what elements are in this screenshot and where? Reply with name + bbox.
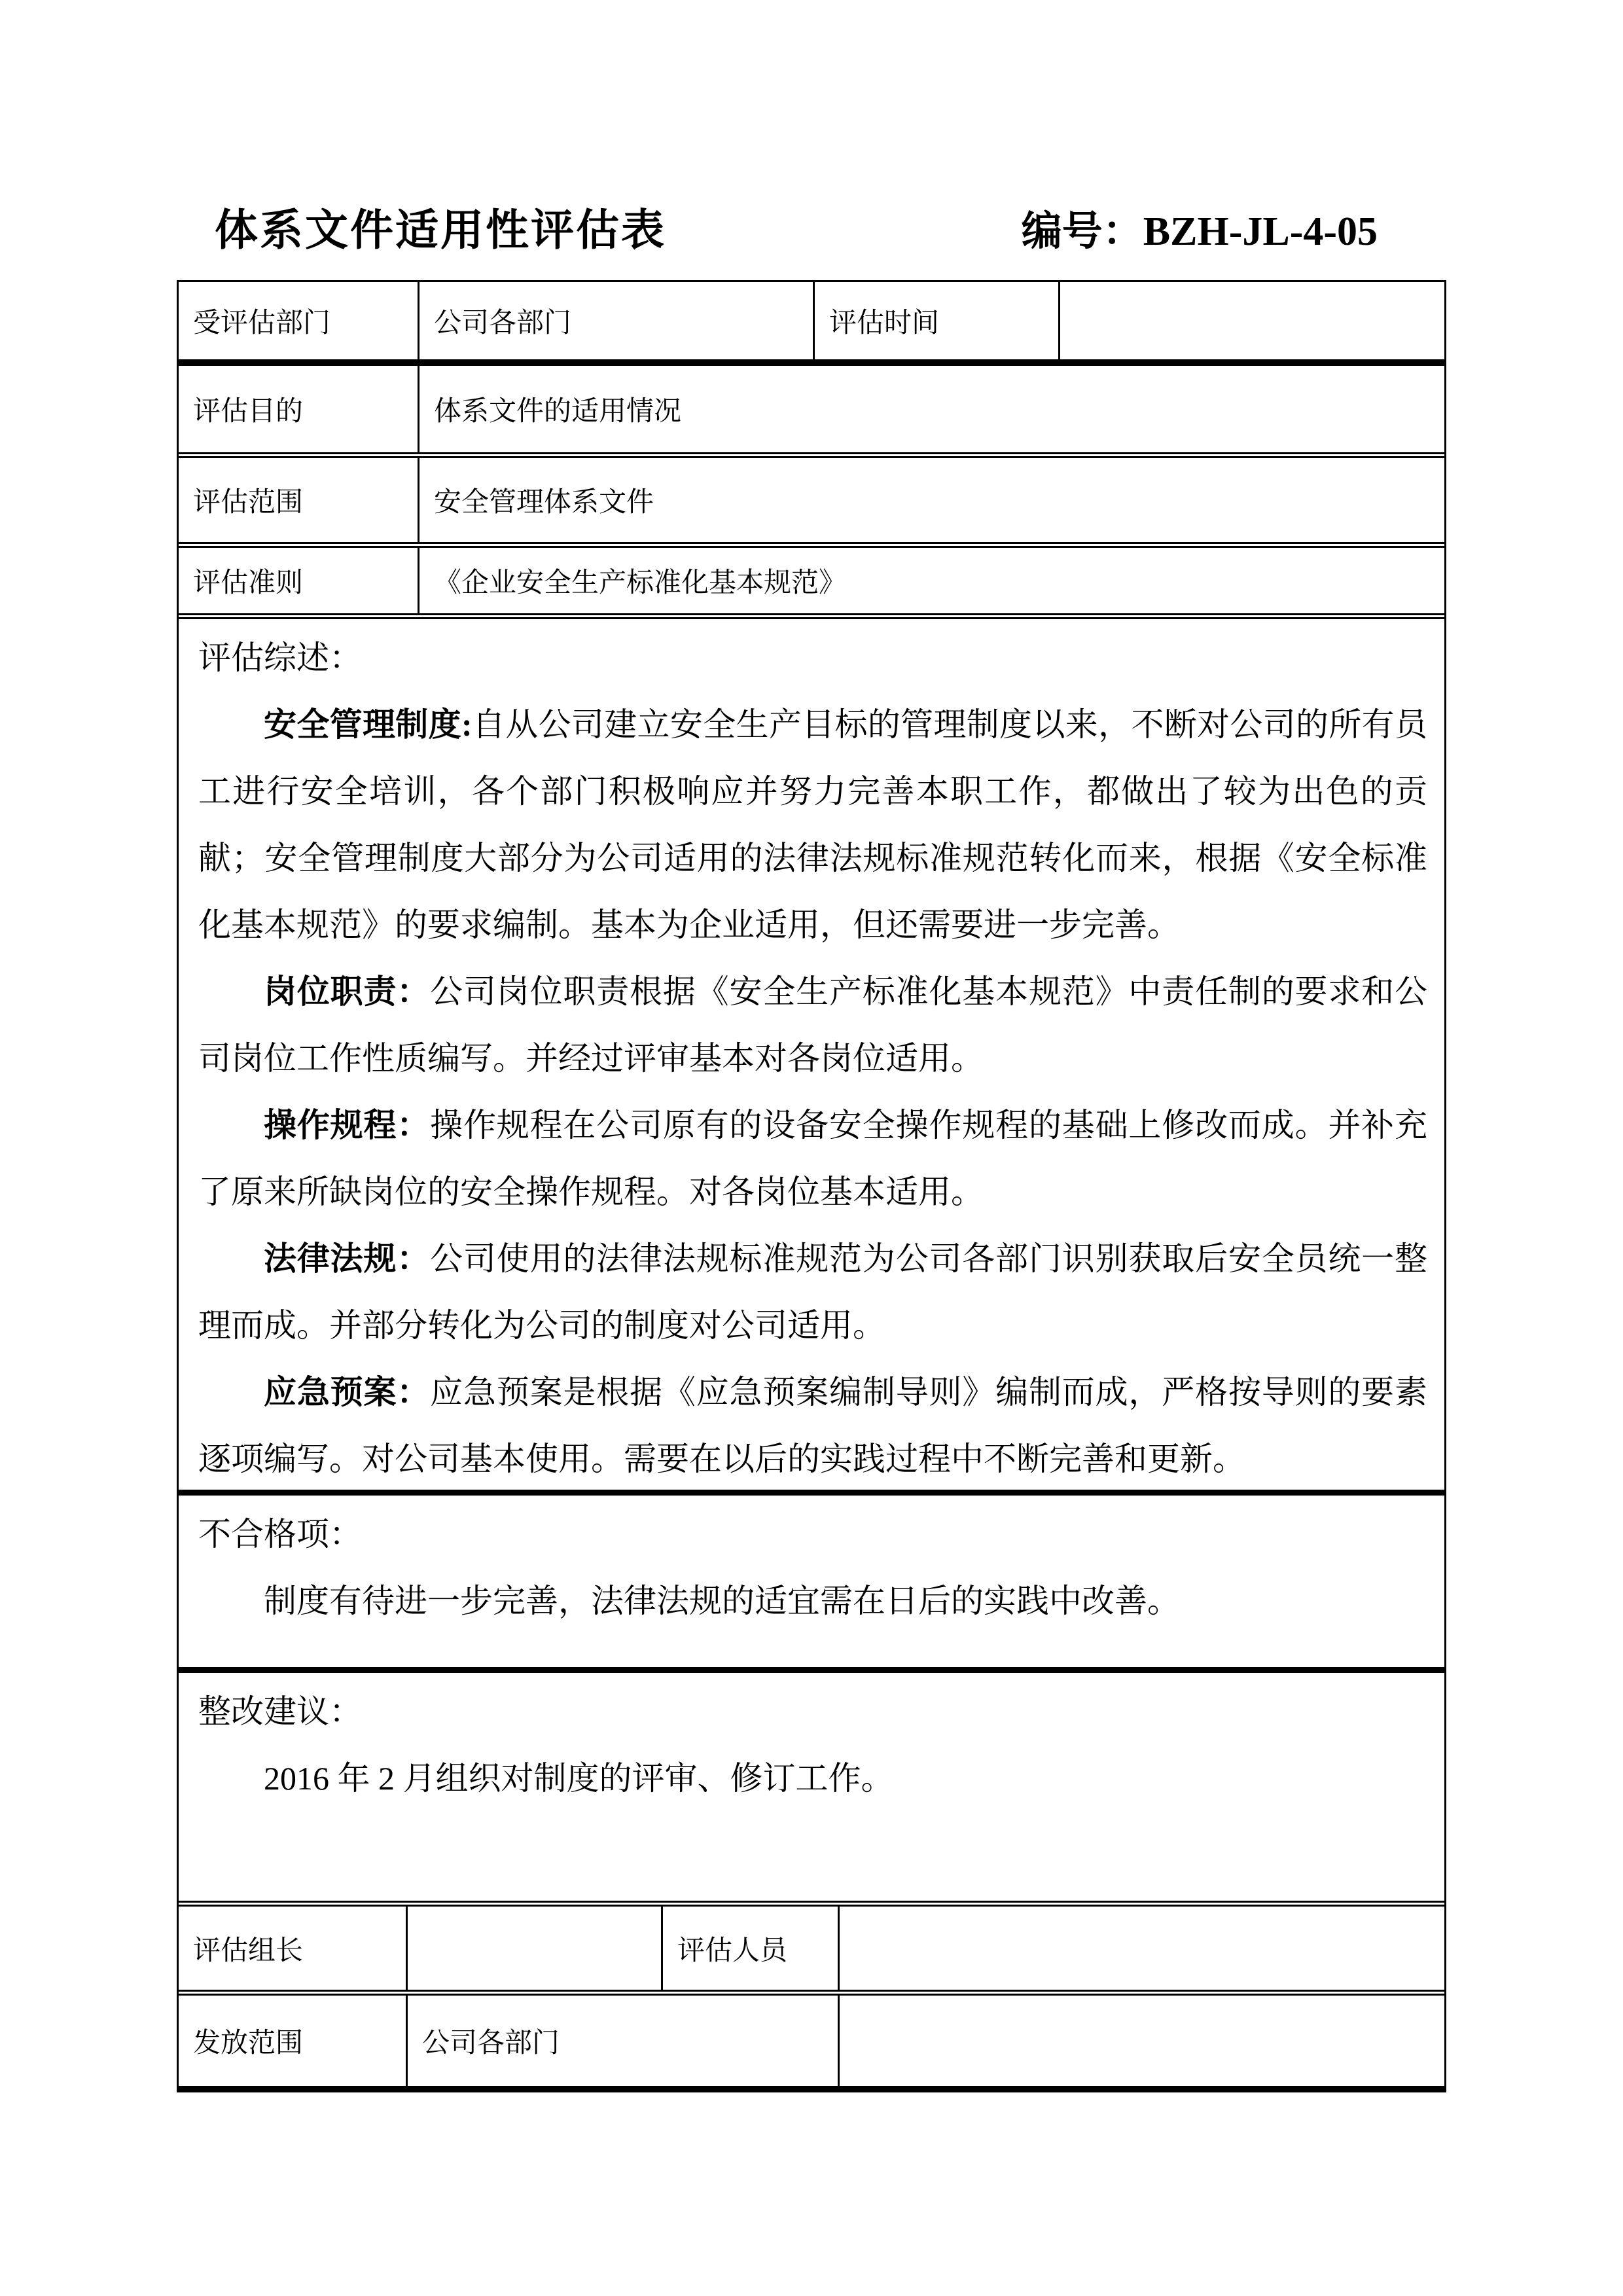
nonconformity-heading: 不合格项： (198, 1516, 362, 1552)
distribution-extra-cell (840, 1996, 1444, 2086)
row-criteria (179, 542, 1444, 613)
distribution-label: 发放范围 (179, 1996, 408, 2086)
row-summary (179, 613, 1444, 1490)
summary-section (179, 619, 1444, 1490)
distribution-value: 公司各部门 (408, 1996, 840, 2086)
scope-label: 评估范围 (179, 458, 419, 542)
summary-heading: 评估综述： (198, 639, 362, 676)
row-purpose (179, 359, 1444, 452)
eval-time-value[interactable] (1060, 282, 1444, 359)
rectification-heading: 整改建议： (198, 1693, 362, 1730)
members-value[interactable] (840, 1907, 1444, 1990)
paragraph-label: 法律法规： (264, 1240, 431, 1277)
row-nonconformity (179, 1490, 1444, 1667)
summary-paragraph (198, 1092, 1427, 1225)
summary-paragraph (198, 1359, 1427, 1490)
eval-time-label: 评估时间 (815, 282, 1060, 359)
rectification-text: 2016 年 2 月组织对制度的评审、修订工作。 (264, 1760, 894, 1797)
summary-paragraph (198, 691, 1427, 958)
paragraph-label: 安全管理制度: (264, 706, 473, 743)
paragraph-text: 操作规程在公司原有的设备安全操作规程的基础上修改而成。并补充了原来所缺岗位的安全操作规程。对各岗位基本适用。 (198, 1107, 1428, 1210)
leader-label: 评估组长 (179, 1907, 408, 1990)
nonconformity-section (179, 1496, 1444, 1667)
paragraph-label: 岗位职责： (264, 973, 431, 1010)
paragraph-text: 公司使用的法律法规标准规范为公司各部门识别获取后安全员统一整理而成。并部分转化为公司的制度对公司适用。 (198, 1240, 1428, 1344)
purpose-label: 评估目的 (179, 366, 419, 452)
scope-value: 安全管理体系文件 (434, 488, 654, 518)
paragraph-text: 应急预案是根据《应急预案编制导则》编制而成，严格按导则的要素逐项编写。对公司基本使用。需要在以后的实践过程中不断完善和更新。 (198, 1374, 1428, 1477)
paragraph-text: 公司岗位职责根据《安全生产标准化基本规范》中责任制的要求和公司岗位工作性质编写。并经过评审基本对各岗位适用。 (198, 973, 1428, 1077)
page-title: 体系文件适用性评估表 (215, 207, 666, 255)
doc-header (177, 204, 1446, 258)
row-distribution (179, 1990, 1444, 2086)
paragraph-label: 应急预案： (264, 1374, 431, 1410)
evaluation-form-table (177, 280, 1446, 2092)
assessed-dept-label: 受评估部门 (179, 282, 419, 359)
row-scope (179, 452, 1444, 542)
row-rectification (179, 1667, 1444, 1901)
summary-paragraph (198, 958, 1427, 1092)
paragraph-text: 自从公司建立安全生产目标的管理制度以来，不断对公司的所有员工进行安全培训，各个部门积极响应并努力完善本职工作，都做出了较为出色的贡献；安全管理制度大部分为公司适用的法律法规标准规范转化而来，根据《安全标准化基本规范》的要求编制。基本为企业适用，但还需要进一步完善。 (198, 706, 1428, 943)
criteria-label: 评估准则 (179, 548, 419, 613)
rectification-section (179, 1673, 1444, 1901)
members-label: 评估人员 (663, 1907, 840, 1990)
row-evaluators (179, 1901, 1444, 1990)
row-assessed-dept (179, 282, 1444, 359)
summary-paragraph (198, 1225, 1427, 1359)
leader-value[interactable] (408, 1907, 663, 1990)
doc-number: 编号：BZH-JL-4-05 (1021, 209, 1378, 254)
assessed-dept-value: 公司各部门 (419, 282, 815, 359)
criteria-value: 《企业安全生产标准化基本规范》 (434, 568, 847, 598)
paragraph-label: 操作规程： (264, 1107, 431, 1143)
purpose-value: 体系文件的适用情况 (434, 397, 682, 427)
form-document (177, 204, 1446, 2092)
nonconformity-text: 制度有待进一步完善，法律法规的适宜需在日后的实践中改善。 (264, 1583, 1180, 1619)
